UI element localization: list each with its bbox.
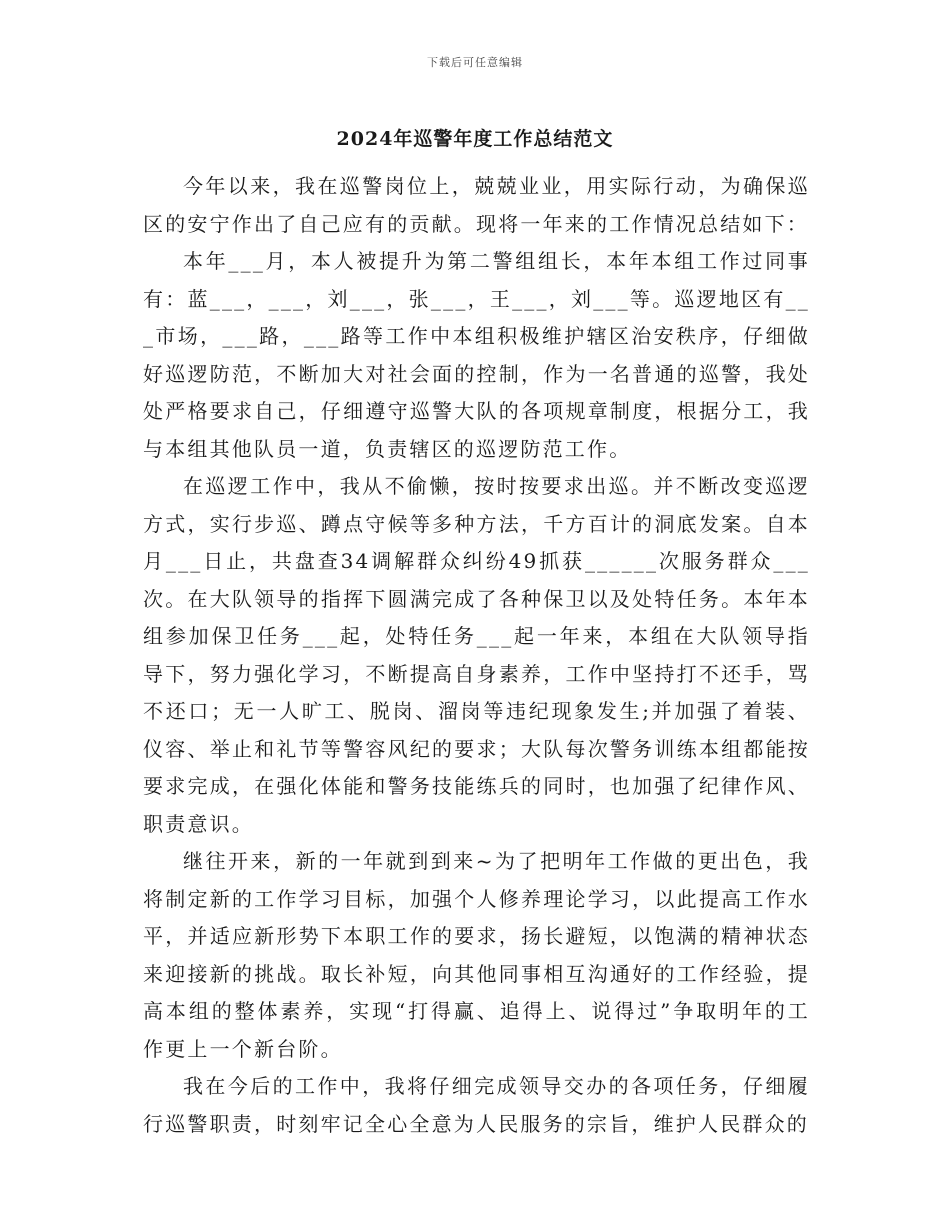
document-body [143, 168, 810, 1143]
paragraph-intro: 今年以来，我在巡警岗位上，兢兢业业，用实际行动，为确保巡区的安宁作出了自己应有的贡献。现将一年来的工作情况总结如下： [143, 174, 810, 236]
paragraph-patrol: 在巡逻工作中，我从不偷懒，按时按要求出巡。并不断改变巡逻方式，实行步巡、蹲点守候等多种方法，千方百计的洞底发案。自本月___日止，共盘查34调解群众纠纷49抓获______次服务群众___次。在大队领导的指挥下圆满完成了各种保卫以及处特任务。本年本组参加保卫任务___起，处特任务___起一年来，本组在大队领导指导下，努力强化学习，不断提高自身素养，工作中坚持打不还手，骂不还口；无一人旷工、脱岗、溜岗等违纪现象发生;并加强了着装、仪容、举止和礼节等警容风纪的要求；大队每次警务训练本组都能按要求完成，在强化体能和警务技能练兵的同时，也加强了纪律作风、职责意识。 [143, 474, 810, 836]
paragraph-plans: 继往开来，新的一年就到到来~为了把明年工作做的更出色，我将制定新的工作学习目标，加强个人修养理论学习，以此提高工作水平，并适应新形势下本职工作的要求，扬长避短，以饱满的精神状态来迎接新的挑战。取长补短，向其他同事相互沟通好的工作经验，提高本组的整体素养，实现“打得赢、追得上、说得过”争取明年的工作更上一个新台阶。 [143, 849, 810, 1061]
paragraph-team: 本年___月，本人被提升为第二警组组长，本年本组工作过同事有：蓝___，___，刘___，张___，王___，刘___等。巡逻地区有___市场，___路，___路等工作中本组积极维护辖区治安秩序，仔细做好巡逻防范，不断加大对社会面的控制，作为一名普通的巡警，我处处严格要求自己，仔细遵守巡警大队的各项规章制度，根据分工，我与本组其他队员一道，负责辖区的巡逻防范工作。 [143, 249, 810, 461]
paragraph-closing: 我在今后的工作中，我将仔细完成领导交办的各项任务，仔细履行巡警职责，时刻牢记全心全意为人民服务的宗旨，维护人民群众的 [143, 1074, 810, 1136]
header-note: 下载后可任意编辑 [427, 56, 523, 69]
document-title: 2024年巡警年度工作总结范文 [336, 128, 614, 150]
